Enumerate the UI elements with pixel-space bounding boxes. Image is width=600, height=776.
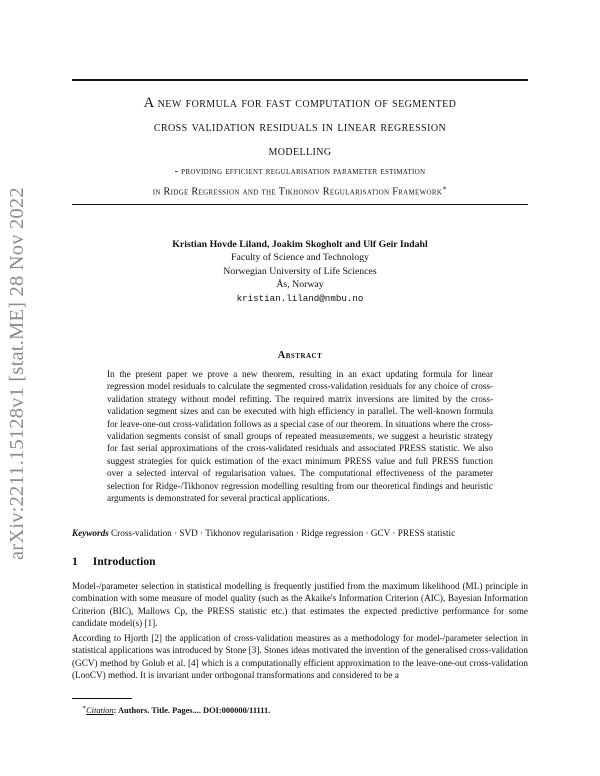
author-email[interactable]: kristian.liland@nmbu.no <box>236 292 364 304</box>
affiliation-line-2: Norwegian University of Life Sciences <box>223 265 377 277</box>
footnote-text: : Authors. Title. Pages.... DOI:000000/11111. <box>113 705 271 715</box>
footnote-rule <box>72 698 132 699</box>
section-heading <box>72 555 156 568</box>
citation-footnote <box>82 703 270 716</box>
intro-paragraph-1: Model-/parameter selection in statistical modelling is frequently justified from the maximum likelihood (ML) principle in combination with some measure of model quality (such as the Akaike's Information Criterion (AIC), Bayesian Information Criterion (BIC), Mallows Cp, the PRESS statistic etc.) that estimates the expected predictive performance for some candidate model(s) [1]. <box>72 581 528 629</box>
arxiv-identifier-stamp: arXiv:2211.15128v1 [stat.ME] 28 Nov 2022 <box>6 187 28 560</box>
title-top-rule <box>72 79 528 81</box>
section-number: 1 <box>72 555 78 568</box>
title-footnote-mark: ∗ <box>442 184 448 192</box>
paper-title-line-3: modelling <box>268 143 332 159</box>
paper-title-line-2: cross validation residuals in linear regression <box>153 119 447 135</box>
keywords-line <box>72 527 528 539</box>
intro-paragraph-2: According to Hjorth [2] the application of cross-validation measures as a methodology for model-/parameter selection in statistical applications was introduced by Stone [3]. Stones ideas motivated the invention of the generalised cross-validation (GCV) method by Golub et al. [4] which is a computationally efficient approximation to the leave-one-out cross-validation (LooCV) method. It is invariant under orthogonal transformations and considered to be a <box>72 633 528 681</box>
abstract-text: In the present paper we prove a new theorem, resulting in an exact updating formula for linear regression model residuals to calculate the segmented cross-validation residuals for any choice of cross-validation strategy without model refitting. The required matrix inversions are limited by the cross-validation segment sizes and can be executed with high efficiency in parallel. The well-known formula for leave-one-out cross-validation follows as a special case of our theorem. In situations where the cross-validation segments consist of small groups of repeated measurements, we suggest a heuristic strategy for fast serial approximations of the cross-validated residuals and associated PRESS statistic. We also suggest strategies for quick estimation of the exact minimum PRESS value and full PRESS function over a selected interval of regularisation values. The computational effectiveness of the parameter selection for Ridge-/Tikhonov regression modelling resulting from our theoretical findings and heuristic arguments is demonstrated for several practical applications. <box>107 369 493 504</box>
author-block <box>72 238 528 305</box>
keywords-label: Keywords <box>72 528 109 538</box>
title-bottom-rule <box>72 204 528 205</box>
abstract-heading: Abstract <box>277 350 323 361</box>
affiliation-line-3: Ås, Norway <box>276 279 324 291</box>
footnote-citation-link[interactable]: Citation <box>86 705 114 715</box>
footnote-mark: ∗ <box>82 705 87 711</box>
paper-title-line-1: A new formula for fast computation of segmented <box>143 95 457 111</box>
affiliation-line-1: Faculty of Science and Technology <box>231 252 369 264</box>
keywords-text: Cross-validation · SVD · Tikhonov regularisation · Ridge regression · GCV · PRESS statistic <box>111 528 456 538</box>
paper-title-block <box>72 91 528 200</box>
paper-subtitle-line-1: - providing efficient regularisation parameter estimation <box>174 166 426 177</box>
section-title: Introduction <box>92 555 156 568</box>
subtitle-text: in Ridge Regression and the Tikhonov Regularisation Framework <box>152 186 443 198</box>
paper-subtitle-line-2 <box>72 180 528 200</box>
author-names: Kristian Hovde Liland, Joakim Skogholt and Ulf Geir Indahl <box>172 239 428 250</box>
